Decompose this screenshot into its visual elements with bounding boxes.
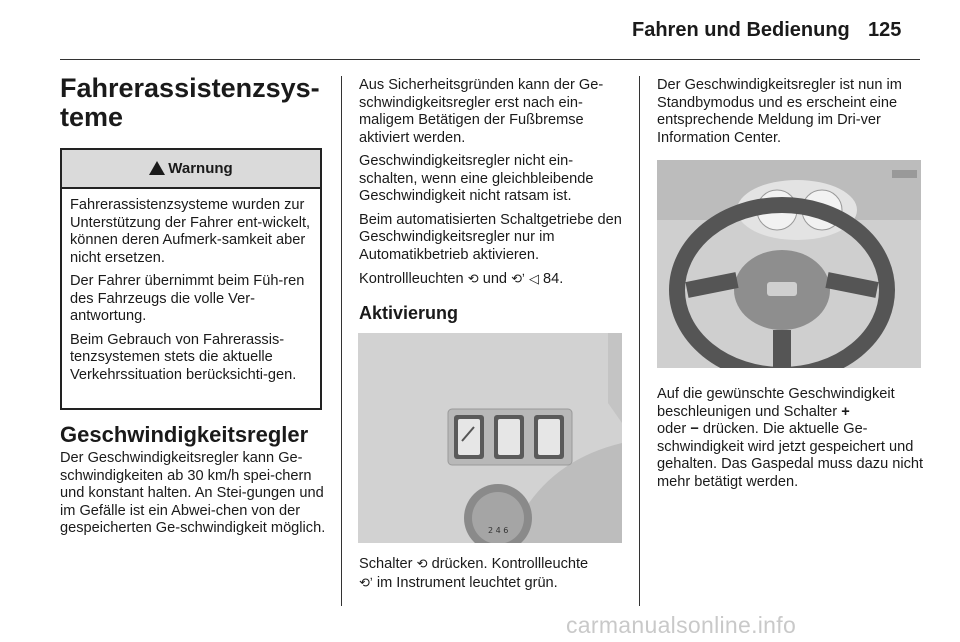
switch-panel-illustration	[358, 333, 622, 543]
or-text: oder	[657, 421, 687, 437]
cruise-lamp-set-icon: ⟲ʼ	[511, 271, 525, 286]
dashboard-switch-photo	[358, 333, 622, 543]
footer-watermark: carmanualsonline.info	[566, 612, 797, 638]
steering-wheel-illustration	[657, 160, 921, 368]
accelerate-text: Auf die gewünschte Geschwindigkeit beschleunigen und Schalter	[657, 386, 895, 420]
cruise-lamp-icon: ⟲	[467, 271, 479, 286]
warning-box	[60, 148, 322, 410]
page-reference-icon: ◁	[528, 271, 539, 286]
speed-set-paragraph	[657, 386, 925, 491]
warning-paragraph: Fahrerassistenzsysteme wurden zur Unterstützung der Fahrer ent-wickelt, können deren Aufmerk-samkeit aber nicht ersetzen.	[70, 197, 311, 266]
caption-green: im Instrument leuchtet grün.	[376, 574, 558, 591]
cruise-control-intro: Der Geschwindigkeitsregler kann Ge-schwindigkeiten ab 30 km/h spei-chern und konstant halten. An Stei-gungen und im Gefälle ist ein Abwei-chen von der gespeicherten Ge-schwindigkeit möglich.	[60, 450, 326, 536]
column-3	[657, 77, 923, 153]
indicator-and: und	[482, 271, 508, 287]
activation-caption	[359, 555, 625, 592]
cruise-control-section	[60, 422, 328, 544]
caption-switch: Schalter	[359, 556, 413, 572]
caution-paragraph: Geschwindigkeitsregler nicht ein-schalten, wenn eine gleichbleibende Geschwindigkeit nicht ratsam ist.	[359, 153, 594, 204]
column-2	[359, 77, 625, 324]
cruise-control-heading: Geschwindigkeitsregler	[60, 422, 309, 447]
page-number: 125	[868, 19, 902, 41]
activation-heading: Aktivierung	[359, 302, 459, 323]
page-header-title: Fahren und Bedienung	[632, 19, 850, 41]
steering-wheel-photo	[657, 160, 921, 368]
warning-body	[62, 189, 320, 384]
warning-label: Warnung	[168, 160, 233, 177]
page-reference: 84.	[543, 271, 564, 287]
minus-icon: −	[690, 421, 699, 437]
warning-icon	[149, 161, 165, 175]
warning-paragraph: Der Fahrer übernimmt beim Füh-ren des Fahrzeugs die volle Ver-antwortung.	[70, 273, 305, 324]
header-rule	[60, 59, 920, 60]
column-divider-1	[341, 76, 342, 606]
indicator-text: Kontrollleuchten	[359, 271, 464, 287]
svg-text:2 4 6: 2 4 6	[488, 526, 509, 535]
warning-paragraph: Beim Gebrauch von Fahrerassis-tenzsystemen stets die aktuelle Verkehrssituation berücksichti-gen.	[70, 331, 297, 383]
cruise-indicator-icon: ⟲ʼ	[359, 574, 373, 590]
standby-paragraph: Der Geschwindigkeitsregler ist nun im Standbymodus und es erscheint eine entsprechende Meldung im Dri-ver Information Center.	[657, 77, 902, 146]
speed-stored-text: drücken. Die aktuelle Ge-schwindigkeit wird jetzt gespeichert und gehalten. Das Gaspedal muss dazu nicht mehr betätigt werden.	[657, 421, 924, 490]
gearbox-paragraph: Beim automatisierten Schaltgetriebe den Geschwindigkeitsregler nur im Automatikbetrieb aktivieren.	[359, 211, 622, 263]
warning-header	[62, 150, 320, 189]
column-divider-2	[639, 76, 640, 606]
caption-press: drücken. Kontrollleuchte	[431, 556, 589, 572]
safety-paragraph: Aus Sicherheitsgründen kann der Ge-schwindigkeitsregler erst nach ein-maligem Betätigen der Fußbremse aktiviert werden.	[359, 77, 604, 146]
indicator-reference	[359, 270, 625, 289]
cruise-switch-icon: ⟲	[416, 556, 428, 571]
plus-icon: +	[841, 403, 850, 420]
section-title: Fahrerassistenzsys- teme	[60, 73, 320, 132]
